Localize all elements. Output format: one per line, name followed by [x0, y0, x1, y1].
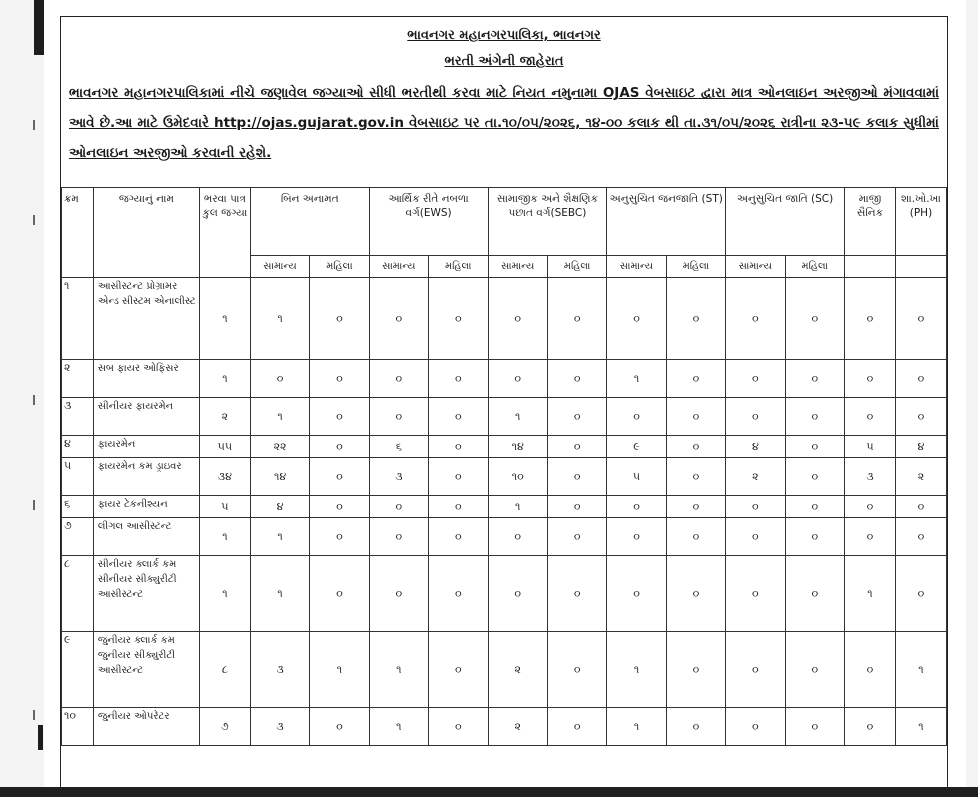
cell-general-female: ૦ [310, 496, 369, 518]
cell-ph: ૦ [895, 518, 946, 556]
cell-sc-normal: ૦ [726, 518, 785, 556]
table-row [62, 518, 947, 556]
cell-sebc-female: ૦ [547, 518, 606, 556]
cell-general-female: ૦ [310, 556, 369, 632]
cell-total: ૩૪ [199, 458, 250, 496]
subheader-normal: સામાન્ય [607, 256, 666, 278]
subheader-female: મહિલા [310, 256, 369, 278]
col-header-ph: શા.ખો.ખા (PH) [895, 188, 946, 256]
cell-general-normal: ૨૨ [250, 436, 309, 458]
cell-sc-female: ૦ [785, 556, 844, 632]
cell-sc-female: ૦ [785, 458, 844, 496]
scroll-marker-bottom [38, 725, 43, 750]
cell-post-name: જુનીયર ક્લાર્ક કમ જુનીયર સીક્યુરીટી આસીસ્ટન્ટ [93, 632, 199, 708]
table-row [62, 496, 947, 518]
cell-post-name: સીનીયર ક્લાર્ક કમ સીનીયર સીક્યુરીટી આસીસ્ટન્ટ [93, 556, 199, 632]
cell-total: ૧ [199, 518, 250, 556]
cell-general-normal: ૧ [250, 398, 309, 436]
cell-sebc-normal: ૧ [488, 398, 547, 436]
col-header-sebc: સામાજીક અને શૈક્ષણિક પછાત વર્ગ(SEBC) [488, 188, 607, 256]
cell-st-normal: ૦ [607, 518, 666, 556]
cell-sc-normal: ૦ [726, 632, 785, 708]
cell-ph: ૧ [895, 632, 946, 708]
cell-sebc-normal: ૧૦ [488, 458, 547, 496]
cell-sc-female: ૦ [785, 360, 844, 398]
cell-ph: ૪ [895, 436, 946, 458]
col-header-ex-servicemen: માજી સૈનિક [845, 188, 896, 256]
cell-sc-normal: ૦ [726, 360, 785, 398]
cell-serial: ૧ [62, 278, 94, 360]
cell-general-normal: ૧ [250, 278, 309, 360]
col-header-sr: ક્રમ [62, 188, 94, 278]
cell-sc-normal: ૨ [726, 458, 785, 496]
margin-tick [33, 395, 35, 405]
table-header-row [62, 188, 947, 256]
cell-post-name: સબ ફાયર ઓફિસર [93, 360, 199, 398]
cell-sebc-normal: ૨ [488, 632, 547, 708]
cell-serial: ૬ [62, 496, 94, 518]
advertisement-document [60, 16, 948, 793]
cell-st-female: ૦ [666, 398, 725, 436]
cell-serial: ૧૦ [62, 708, 94, 746]
cell-general-female: ૦ [310, 518, 369, 556]
cell-sc-female: ૦ [785, 708, 844, 746]
cell-ex-servicemen: ૦ [845, 278, 896, 360]
right-frame-strip [966, 0, 978, 797]
subheader-blank [845, 256, 896, 278]
col-header-total: ભરવા પાત્ર કુલ જગ્યા [199, 188, 250, 278]
cell-sc-female: ૦ [785, 518, 844, 556]
cell-general-normal: ૩ [250, 632, 309, 708]
subheader-female: મહિલા [785, 256, 844, 278]
table-row [62, 708, 947, 746]
cell-total: ૧ [199, 278, 250, 360]
cell-st-normal: ૯ [607, 436, 666, 458]
cell-serial: ૭ [62, 518, 94, 556]
cell-st-normal: ૧ [607, 360, 666, 398]
cell-post-name: ફાયરમેન કમ ડ્રાઇવર [93, 458, 199, 496]
cell-total: ૭ [199, 708, 250, 746]
table-row [62, 436, 947, 458]
cell-ews-female: ૦ [429, 278, 488, 360]
left-frame-strip [0, 0, 44, 797]
cell-total: ૫૫ [199, 436, 250, 458]
cell-sebc-female: ૦ [547, 708, 606, 746]
cell-general-female: ૦ [310, 708, 369, 746]
table-row [62, 360, 947, 398]
cell-ews-female: ૦ [429, 556, 488, 632]
cell-general-female: ૦ [310, 436, 369, 458]
cell-ex-servicemen: ૧ [845, 556, 896, 632]
cell-post-name: લીગલ આસીસ્ટન્ટ [93, 518, 199, 556]
cell-ews-normal: ૦ [369, 556, 428, 632]
cell-sebc-female: ૦ [547, 398, 606, 436]
cell-ex-servicemen: ૦ [845, 708, 896, 746]
subheader-blank [895, 256, 946, 278]
cell-st-female: ૦ [666, 708, 725, 746]
cell-st-female: ૦ [666, 278, 725, 360]
cell-st-normal: ૦ [607, 556, 666, 632]
cell-post-name: જુનીયર ઓપરેટર [93, 708, 199, 746]
cell-post-name: સીનીયર ફાયરમેન [93, 398, 199, 436]
cell-st-female: ૦ [666, 496, 725, 518]
cell-ex-servicemen: ૦ [845, 360, 896, 398]
cell-ews-normal: ૦ [369, 278, 428, 360]
col-header-general: બિન અનામત [250, 188, 369, 256]
cell-post-name: ફાયરમેન [93, 436, 199, 458]
cell-general-normal: ૪ [250, 496, 309, 518]
cell-sc-normal: ૦ [726, 708, 785, 746]
cell-st-normal: ૧ [607, 632, 666, 708]
cell-ews-normal: ૦ [369, 398, 428, 436]
cell-sc-female: ૦ [785, 632, 844, 708]
cell-ph: ૦ [895, 278, 946, 360]
cell-sc-normal: ૦ [726, 556, 785, 632]
cell-sebc-female: ૦ [547, 556, 606, 632]
vacancy-table [61, 187, 947, 746]
cell-ews-normal: ૧ [369, 708, 428, 746]
subheader-normal: સામાન્ય [369, 256, 428, 278]
cell-sebc-normal: ૧૪ [488, 436, 547, 458]
cell-general-normal: ૩ [250, 708, 309, 746]
subheader-female: મહિલા [666, 256, 725, 278]
vacancy-table-body [62, 278, 947, 746]
bottom-bar [0, 787, 978, 797]
cell-serial: ૩ [62, 398, 94, 436]
cell-ph: ૦ [895, 556, 946, 632]
table-row [62, 278, 947, 360]
cell-ews-female: ૦ [429, 518, 488, 556]
cell-st-female: ૦ [666, 436, 725, 458]
cell-general-female: ૦ [310, 360, 369, 398]
subheader-normal: સામાન્ય [488, 256, 547, 278]
margin-tick [33, 120, 35, 130]
scroll-marker-top [34, 0, 44, 55]
cell-ews-female: ૦ [429, 458, 488, 496]
cell-st-female: ૦ [666, 360, 725, 398]
cell-sc-normal: ૦ [726, 496, 785, 518]
cell-ex-servicemen: ૩ [845, 458, 896, 496]
cell-serial: ૪ [62, 436, 94, 458]
cell-ph: ૧ [895, 708, 946, 746]
cell-ex-servicemen: ૦ [845, 518, 896, 556]
cell-sc-female: ૦ [785, 398, 844, 436]
cell-sebc-female: ૦ [547, 496, 606, 518]
org-title: ભાવનગર મહાનગરપાલિકા, ભાવનગર [407, 28, 601, 43]
cell-sc-normal: ૪ [726, 436, 785, 458]
cell-sc-normal: ૦ [726, 278, 785, 360]
cell-ex-servicemen: ૦ [845, 398, 896, 436]
cell-ews-female: ૦ [429, 360, 488, 398]
cell-sebc-normal: ૦ [488, 556, 547, 632]
cell-sebc-normal: ૦ [488, 518, 547, 556]
col-header-post-name: જગ્યાનું નામ [93, 188, 199, 278]
cell-st-normal: ૫ [607, 458, 666, 496]
subheader-female: મહિલા [429, 256, 488, 278]
cell-general-female: ૦ [310, 398, 369, 436]
subheader-normal: સામાન્ય [250, 256, 309, 278]
cell-serial: ૯ [62, 632, 94, 708]
cell-ews-female: ૦ [429, 436, 488, 458]
cell-ews-normal: ૦ [369, 496, 428, 518]
cell-st-normal: ૦ [607, 496, 666, 518]
cell-sc-female: ૦ [785, 496, 844, 518]
cell-serial: ૨ [62, 360, 94, 398]
subheader-normal: સામાન્ય [726, 256, 785, 278]
cell-ex-servicemen: ૫ [845, 436, 896, 458]
cell-total: ૧ [199, 556, 250, 632]
table-row [62, 458, 947, 496]
cell-sc-female: ૦ [785, 436, 844, 458]
cell-post-name: ફાયર ટેકનીશ્યન [93, 496, 199, 518]
cell-ews-female: ૦ [429, 496, 488, 518]
cell-total: ૧ [199, 360, 250, 398]
cell-ph: ૦ [895, 496, 946, 518]
cell-st-female: ૦ [666, 556, 725, 632]
cell-st-normal: ૦ [607, 278, 666, 360]
margin-tick [33, 500, 35, 510]
cell-general-normal: ૧૪ [250, 458, 309, 496]
cell-sebc-female: ૦ [547, 436, 606, 458]
cell-sebc-female: ૦ [547, 278, 606, 360]
cell-total: ૫ [199, 496, 250, 518]
cell-general-female: ૦ [310, 278, 369, 360]
cell-st-normal: ૦ [607, 398, 666, 436]
cell-st-female: ૦ [666, 458, 725, 496]
cell-ews-normal: ૦ [369, 518, 428, 556]
cell-general-female: ૧ [310, 632, 369, 708]
table-row [62, 398, 947, 436]
cell-post-name: આસીસ્ટન્ટ પ્રોગ્રામર એન્ડ સીસ્ટમ એનાલીસ્ટ [93, 278, 199, 360]
cell-ex-servicemen: ૦ [845, 632, 896, 708]
intro-paragraph: ભાવનગર મહાનગરપાલિકામાં નીચે જણાવેલ જગ્યાઓ સીધી ભરતીથી કરવા માટે નિયત નમુનામા OJAS વેબસાઇટ દ્વારા માત્ર ઓનલાઇન અરજીઓ મંગાવવામાં આવે છે.આ માટે ઉમેદવારે http://ojas.gujarat.gov.in વેબસાઇટ પર તા.૧૦/૦૫/૨૦૨૬, ૧૪-૦૦ કલાક થી તા.૩૧/૦૫/૨૦૨૬ રાત્રીના ૨૩-૫૯ કલાક સુધીમાં ઓનલાઇન અરજીઓ કરવાની રહેશે. [69, 85, 939, 161]
cell-total: ૨ [199, 398, 250, 436]
cell-ews-female: ૦ [429, 632, 488, 708]
cell-sebc-female: ૦ [547, 458, 606, 496]
cell-sebc-normal: ૦ [488, 360, 547, 398]
cell-ews-female: ૦ [429, 708, 488, 746]
cell-sebc-female: ૦ [547, 360, 606, 398]
cell-general-normal: ૧ [250, 556, 309, 632]
cell-ews-normal: ૩ [369, 458, 428, 496]
cell-sebc-female: ૦ [547, 632, 606, 708]
cell-ph: ૦ [895, 360, 946, 398]
cell-general-female: ૦ [310, 458, 369, 496]
notice-title: ભરતી અંગેની જાહેરાત [444, 54, 564, 69]
subheader-female: મહિલા [547, 256, 606, 278]
cell-ews-female: ૦ [429, 398, 488, 436]
table-row [62, 556, 947, 632]
cell-general-normal: ૦ [250, 360, 309, 398]
cell-ph: ૦ [895, 398, 946, 436]
table-row [62, 632, 947, 708]
cell-ph: ૨ [895, 458, 946, 496]
cell-sc-female: ૦ [785, 278, 844, 360]
cell-ews-normal: ૧ [369, 632, 428, 708]
cell-sebc-normal: ૦ [488, 278, 547, 360]
margin-tick [33, 710, 35, 720]
margin-tick [33, 215, 35, 225]
col-header-st: અનુસુચિત જનજાતિ (ST) [607, 188, 726, 256]
cell-st-female: ૦ [666, 518, 725, 556]
cell-st-female: ૦ [666, 632, 725, 708]
cell-serial: ૫ [62, 458, 94, 496]
cell-sc-normal: ૦ [726, 398, 785, 436]
cell-st-normal: ૧ [607, 708, 666, 746]
cell-sebc-normal: ૨ [488, 708, 547, 746]
col-header-ews: આર્થિક રીતે નબળા વર્ગ(EWS) [369, 188, 488, 256]
cell-serial: ૮ [62, 556, 94, 632]
cell-general-normal: ૧ [250, 518, 309, 556]
col-header-sc: અનુસુચિત જાતિ (SC) [726, 188, 845, 256]
cell-ex-servicemen: ૦ [845, 496, 896, 518]
cell-ews-normal: ૬ [369, 436, 428, 458]
cell-total: ૮ [199, 632, 250, 708]
cell-sebc-normal: ૧ [488, 496, 547, 518]
cell-ews-normal: ૦ [369, 360, 428, 398]
